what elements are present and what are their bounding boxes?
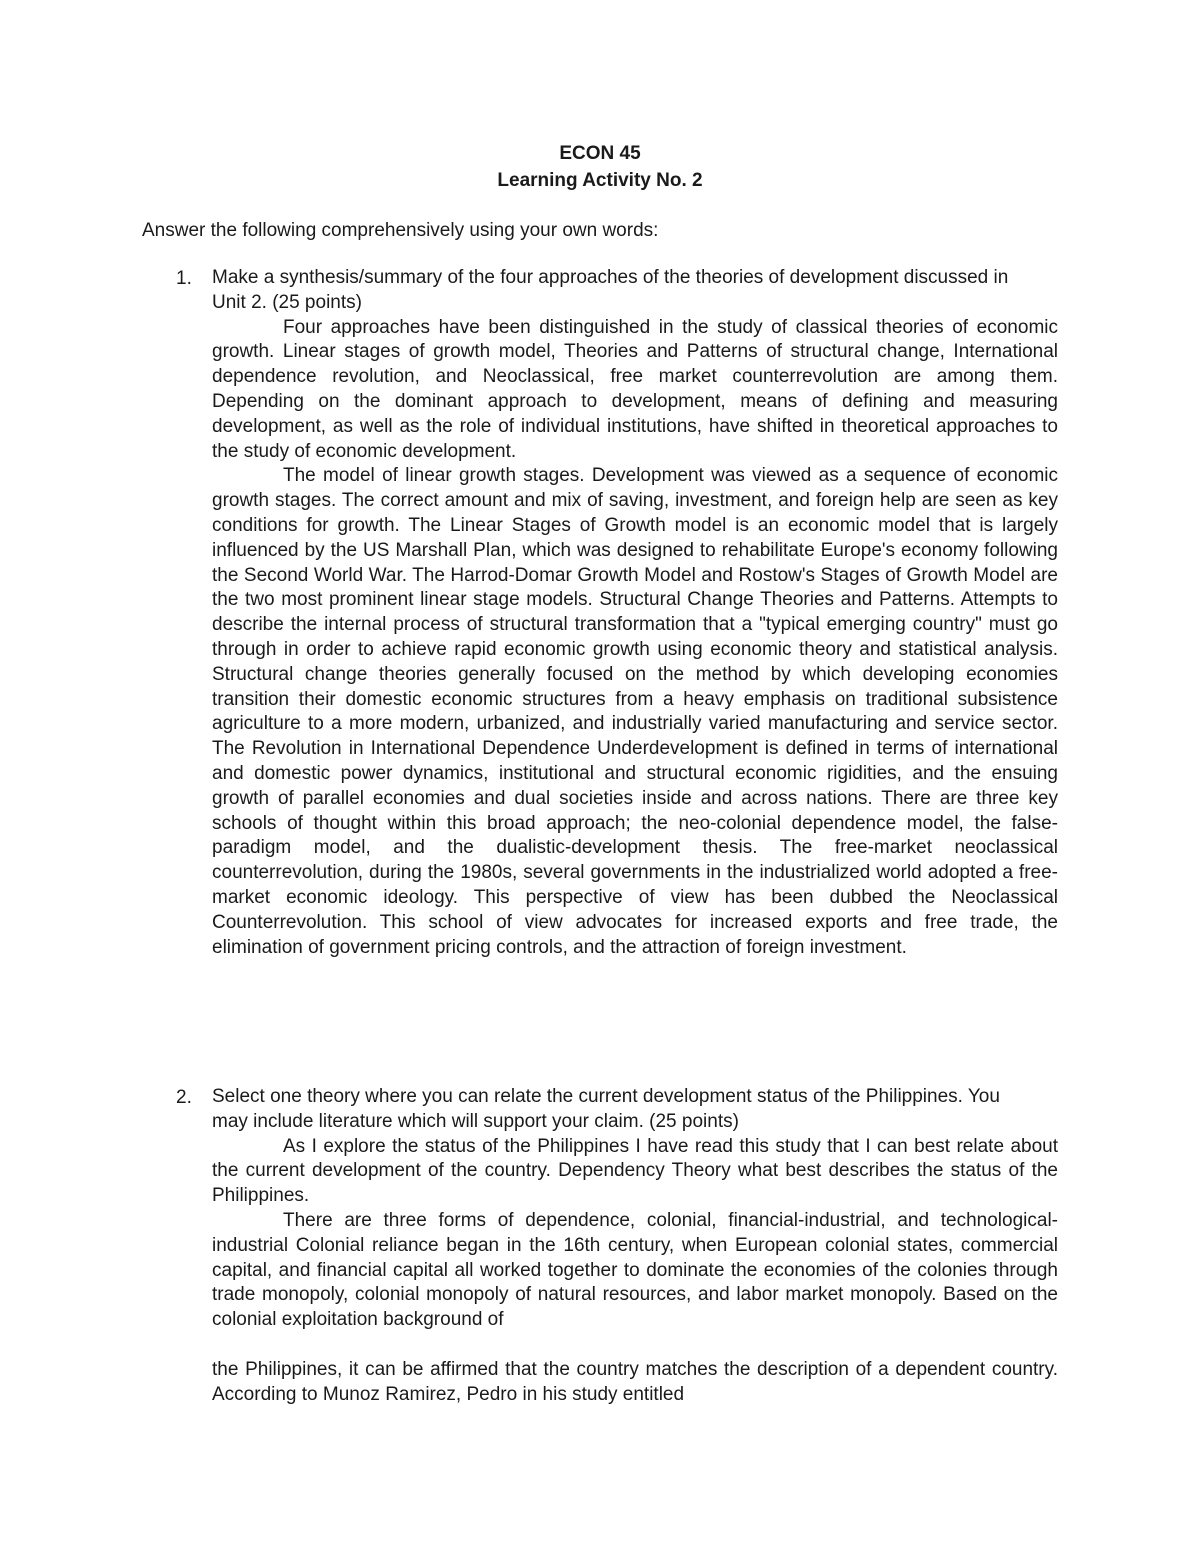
answer-paragraph: the Philippines, it can be affirmed that the country matches the description of a dependent country. According to Munoz Ramirez, Pedro in his study entitled (212, 1358, 1058, 1405)
activity-title: Learning Activity No. 2 (497, 170, 703, 191)
question-body (212, 266, 1058, 960)
blank-line (212, 1333, 1058, 1358)
course-title: ECON 45 (559, 143, 641, 164)
instructions: Answer the following comprehensively using your own words: (142, 220, 659, 241)
answer-paragraph: As I explore the status of the Philippines I have read this study that I can best relate about the current development of the country. Dependency Theory what best describes the status of the Philippines. (212, 1135, 1058, 1207)
question-prompt: Make a synthesis/summary of the four approaches of the theories of development discussed in Unit 2. (25 points) (212, 267, 1009, 313)
question-number: 2. (176, 1087, 192, 1108)
answer-paragraph: Four approaches have been distinguished in the study of classical theories of economic growth. Linear stages of growth model, Theories and Patterns of structural change, International dependence revolution, and Neoclassical, free market counterrevolution are among them. Depending on the dominant approach to development, means of defining and measuring development, as well as the role of individual institutions, have shifted in theoretical approaches to the study of economic development. (212, 316, 1058, 462)
answer-paragraph: There are three forms of dependence, colonial, financial-industrial, and technological-industrial Colonial reliance began in the 16th century, when European colonial states, commercial capital, and financial capital all worked together to dominate the economies of the colonies through trade monopoly, colonial monopoly of natural resources, and labor market monopoly. Based on the colonial exploitation background of (212, 1209, 1058, 1331)
answer-paragraph: The model of linear growth stages. Development was viewed as a sequence of economic growth stages. The correct amount and mix of saving, investment, and foreign help are seen as key conditions for growth. The Linear Stages of Growth model is an economic model that is largely influenced by the US Marshall Plan, which was designed to rehabilitate Europe's economy following the Second World War. The Harrod-Domar Growth Model and Rostow's Stages of Growth Model are the two most prominent linear stage models. Structural Change Theories and Patterns. Attempts to describe the internal process of structural transformation that a "typical emerging country" must go through in order to achieve rapid economic growth using economic theory and statistical analysis. Structural change theories generally focused on the method by which developing economies transition their domestic economic structures from a heavy emphasis on traditional subsistence agriculture to a more modern, urbanized, and industrially varied manufacturing and service sector. The Revolution in International Dependence Underdevelopment is defined in terms of international and domestic power dynamics, institutional and structural economic rigidities, and the ensuing growth of parallel economies and dual societies inside and across nations. There are three key schools of thought within this broad approach; the neo-colonial dependence model, the false-paradigm model, and the dualistic-development thesis. The free-market neoclassical counterrevolution, during the 1980s, several governments in the industrialized world adopted a free-market economic ideology. This perspective of view has been dubbed the Neoclassical Counterrevolution. This school of view advocates for increased exports and free trade, the elimination of government pricing controls, and the attraction of foreign investment. (212, 465, 1058, 958)
question-body (212, 1085, 1058, 1407)
question-number: 1. (176, 268, 192, 289)
question-prompt: Select one theory where you can relate the current development status of the Philippines. You may include literature which will support your claim. (25 points) (212, 1086, 1000, 1132)
